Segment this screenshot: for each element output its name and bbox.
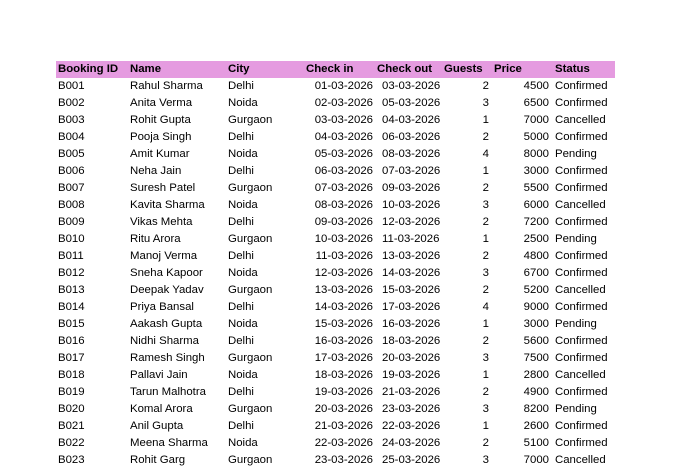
cell-status[interactable]: Cancelled bbox=[555, 284, 606, 296]
cell-name[interactable]: Kavita Sharma bbox=[130, 199, 205, 211]
cell-check-out[interactable]: 12-03-2026 bbox=[382, 216, 441, 228]
cell-check-out[interactable]: 20-03-2026 bbox=[382, 352, 441, 364]
cell-city[interactable]: Noida bbox=[228, 318, 258, 330]
cell-name[interactable]: Neha Jain bbox=[130, 165, 182, 177]
header-name[interactable]: Name bbox=[130, 63, 162, 75]
cell-city[interactable]: Gurgaon bbox=[228, 352, 273, 364]
table-row bbox=[56, 384, 615, 401]
cell-name[interactable]: Priya Bansal bbox=[130, 301, 194, 313]
table-header-row bbox=[56, 61, 615, 78]
cell-check-out[interactable]: 23-03-2026 bbox=[382, 403, 441, 415]
cell-check-out[interactable]: 15-03-2026 bbox=[382, 284, 441, 296]
cell-status[interactable]: Cancelled bbox=[555, 199, 606, 211]
cell-guests[interactable]: 2 bbox=[482, 386, 489, 398]
cell-city[interactable]: Delhi bbox=[228, 165, 254, 177]
cell-status[interactable]: Confirmed bbox=[555, 165, 608, 177]
cell-booking-id[interactable]: B007 bbox=[58, 182, 85, 194]
cell-booking-id[interactable]: B016 bbox=[58, 335, 85, 347]
table-row bbox=[56, 435, 615, 452]
cell-check-out[interactable]: 05-03-2026 bbox=[382, 97, 441, 109]
cell-status[interactable]: Confirmed bbox=[555, 352, 608, 364]
table-row bbox=[56, 78, 615, 95]
table-row bbox=[56, 129, 615, 146]
cell-guests[interactable]: 2 bbox=[482, 250, 489, 262]
cell-name[interactable]: Ritu Arora bbox=[130, 233, 181, 245]
cell-guests[interactable]: 4 bbox=[482, 148, 489, 160]
cell-city[interactable]: Noida bbox=[228, 437, 258, 449]
table-row bbox=[56, 231, 615, 248]
cell-status[interactable]: Confirmed bbox=[555, 182, 608, 194]
cell-price[interactable]: 6000 bbox=[523, 199, 549, 211]
cell-price[interactable]: 7000 bbox=[523, 114, 549, 126]
cell-guests[interactable]: 1 bbox=[482, 114, 489, 126]
table-row bbox=[56, 163, 615, 180]
table-row bbox=[56, 265, 615, 282]
cell-booking-id[interactable]: B019 bbox=[58, 386, 85, 398]
table-row bbox=[56, 367, 615, 384]
cell-name[interactable]: Deepak Yadav bbox=[130, 284, 204, 296]
cell-name[interactable]: Ramesh Singh bbox=[130, 352, 205, 364]
cell-check-in[interactable]: 09-03-2026 bbox=[314, 216, 373, 228]
cell-check-in[interactable]: 21-03-2026 bbox=[314, 420, 373, 432]
cell-guests[interactable]: 2 bbox=[482, 182, 489, 194]
header-check-out[interactable]: Check out bbox=[377, 63, 433, 75]
cell-booking-id[interactable]: B014 bbox=[58, 301, 85, 313]
cell-check-out[interactable]: 16-03-2026 bbox=[382, 318, 441, 330]
cell-check-out[interactable]: 14-03-2026 bbox=[382, 267, 441, 279]
cell-name[interactable]: Suresh Patel bbox=[130, 182, 196, 194]
cell-city[interactable]: Delhi bbox=[228, 80, 254, 92]
header-city[interactable]: City bbox=[228, 63, 250, 75]
cell-check-in[interactable]: 14-03-2026 bbox=[314, 301, 373, 313]
cell-name[interactable]: Nidhi Sharma bbox=[130, 335, 200, 347]
cell-check-out[interactable]: 06-03-2026 bbox=[382, 131, 441, 143]
cell-price[interactable]: 3000 bbox=[523, 165, 549, 177]
cell-price[interactable]: 5000 bbox=[523, 131, 549, 143]
header-status[interactable]: Status bbox=[555, 63, 590, 75]
cell-price[interactable]: 2600 bbox=[523, 420, 549, 432]
cell-name[interactable]: Rahul Sharma bbox=[130, 80, 203, 92]
cell-price[interactable]: 6700 bbox=[523, 267, 549, 279]
cell-booking-id[interactable]: B010 bbox=[58, 233, 85, 245]
cell-status[interactable]: Confirmed bbox=[555, 301, 608, 313]
table-row bbox=[56, 401, 615, 418]
table-row bbox=[56, 146, 615, 163]
cell-city[interactable]: Delhi bbox=[228, 386, 254, 398]
cell-check-out[interactable]: 17-03-2026 bbox=[382, 301, 441, 313]
cell-booking-id[interactable]: B003 bbox=[58, 114, 85, 126]
cell-name[interactable]: Amit Kumar bbox=[130, 148, 190, 160]
cell-price[interactable]: 7200 bbox=[523, 216, 549, 228]
cell-status[interactable]: Confirmed bbox=[555, 250, 608, 262]
cell-city[interactable]: Noida bbox=[228, 148, 258, 160]
cell-guests[interactable]: 2 bbox=[482, 216, 489, 228]
cell-guests[interactable]: 3 bbox=[482, 352, 489, 364]
cell-status[interactable]: Confirmed bbox=[555, 335, 608, 347]
cell-check-out[interactable]: 19-03-2026 bbox=[382, 369, 441, 381]
cell-check-in[interactable]: 05-03-2026 bbox=[314, 148, 373, 160]
cell-booking-id[interactable]: B021 bbox=[58, 420, 85, 432]
cell-city[interactable]: Noida bbox=[228, 199, 258, 211]
cell-guests[interactable]: 3 bbox=[482, 267, 489, 279]
cell-guests[interactable]: 1 bbox=[482, 420, 489, 432]
cell-price[interactable]: 5500 bbox=[523, 182, 549, 194]
table-row bbox=[56, 452, 615, 469]
cell-guests[interactable]: 3 bbox=[482, 97, 489, 109]
cell-booking-id[interactable]: B004 bbox=[58, 131, 85, 143]
cell-name[interactable]: Anita Verma bbox=[130, 97, 193, 109]
cell-booking-id[interactable]: B009 bbox=[58, 216, 85, 228]
cell-price[interactable]: 2800 bbox=[523, 369, 549, 381]
cell-booking-id[interactable]: B006 bbox=[58, 165, 85, 177]
cell-booking-id[interactable]: B017 bbox=[58, 352, 85, 364]
cell-guests[interactable]: 2 bbox=[482, 437, 489, 449]
cell-city[interactable]: Gurgaon bbox=[228, 284, 273, 296]
cell-check-in[interactable]: 19-03-2026 bbox=[314, 386, 373, 398]
cell-name[interactable]: Sneha Kapoor bbox=[130, 267, 203, 279]
cell-check-in[interactable]: 13-03-2026 bbox=[314, 284, 373, 296]
cell-check-out[interactable]: 18-03-2026 bbox=[382, 335, 441, 347]
table-row bbox=[56, 214, 615, 231]
cell-status[interactable]: Confirmed bbox=[555, 216, 608, 228]
cell-city[interactable]: Gurgaon bbox=[228, 403, 273, 415]
cell-check-in[interactable]: 10-03-2026 bbox=[314, 233, 373, 245]
cell-name[interactable]: Anil Gupta bbox=[130, 420, 184, 432]
cell-status[interactable]: Pending bbox=[555, 148, 597, 160]
cell-guests[interactable]: 3 bbox=[482, 199, 489, 211]
table-row bbox=[56, 180, 615, 197]
table-row bbox=[56, 299, 615, 316]
cell-price[interactable]: 8000 bbox=[523, 148, 549, 160]
cell-guests[interactable]: 3 bbox=[482, 403, 489, 415]
cell-booking-id[interactable]: B008 bbox=[58, 199, 85, 211]
cell-price[interactable]: 8200 bbox=[523, 403, 549, 415]
cell-check-in[interactable]: 17-03-2026 bbox=[314, 352, 373, 364]
table-row bbox=[56, 95, 615, 112]
cell-city[interactable]: Delhi bbox=[228, 420, 254, 432]
table-row bbox=[56, 282, 615, 299]
cell-check-in[interactable]: 04-03-2026 bbox=[314, 131, 373, 143]
cell-booking-id[interactable]: B001 bbox=[58, 80, 85, 92]
cell-price[interactable]: 6500 bbox=[523, 97, 549, 109]
cell-check-in[interactable]: 15-03-2026 bbox=[314, 318, 373, 330]
table-row bbox=[56, 333, 615, 350]
cell-check-out[interactable]: 13-03-2026 bbox=[382, 250, 441, 262]
cell-name[interactable]: Komal Arora bbox=[130, 403, 193, 415]
header-guests[interactable]: Guests bbox=[444, 63, 483, 75]
cell-check-in[interactable]: 12-03-2026 bbox=[314, 267, 373, 279]
cell-guests[interactable]: 1 bbox=[482, 369, 489, 381]
cell-city[interactable]: Gurgaon bbox=[228, 454, 273, 466]
cell-check-out[interactable]: 22-03-2026 bbox=[382, 420, 441, 432]
cell-check-in[interactable]: 08-03-2026 bbox=[314, 199, 373, 211]
cell-booking-id[interactable]: B011 bbox=[58, 250, 84, 262]
cell-guests[interactable]: 2 bbox=[482, 131, 489, 143]
cell-city[interactable]: Noida bbox=[228, 267, 258, 279]
cell-check-out[interactable]: 11-03-2026 bbox=[382, 233, 440, 245]
cell-check-in[interactable]: 06-03-2026 bbox=[314, 165, 373, 177]
header-check-in[interactable]: Check in bbox=[306, 63, 354, 75]
cell-check-in[interactable]: 18-03-2026 bbox=[314, 369, 373, 381]
cell-status[interactable]: Cancelled bbox=[555, 454, 606, 466]
cell-city[interactable]: Delhi bbox=[228, 335, 254, 347]
cell-booking-id[interactable]: B002 bbox=[58, 97, 85, 109]
cell-price[interactable]: 4800 bbox=[523, 250, 549, 262]
cell-check-out[interactable]: 08-03-2026 bbox=[382, 148, 441, 160]
table-row bbox=[56, 316, 615, 333]
cell-city[interactable]: Noida bbox=[228, 97, 258, 109]
cell-check-in[interactable]: 01-03-2026 bbox=[314, 80, 373, 92]
cell-status[interactable]: Cancelled bbox=[555, 369, 606, 381]
cell-price[interactable]: 5100 bbox=[523, 437, 549, 449]
cell-price[interactable]: 2500 bbox=[523, 233, 549, 245]
cell-check-in[interactable]: 16-03-2026 bbox=[314, 335, 373, 347]
cell-price[interactable]: 7500 bbox=[523, 352, 549, 364]
cell-guests[interactable]: 1 bbox=[482, 165, 489, 177]
table-row bbox=[56, 197, 615, 214]
cell-guests[interactable]: 1 bbox=[482, 233, 489, 245]
table-body bbox=[56, 78, 615, 469]
cell-name[interactable]: Tarun Malhotra bbox=[130, 386, 206, 398]
cell-check-in[interactable]: 23-03-2026 bbox=[314, 454, 373, 466]
cell-guests[interactable]: 2 bbox=[482, 284, 489, 296]
cell-city[interactable]: Gurgaon bbox=[228, 182, 273, 194]
cell-name[interactable]: Rohit Gupta bbox=[130, 114, 191, 126]
cell-check-in[interactable]: 20-03-2026 bbox=[314, 403, 373, 415]
header-booking-id[interactable]: Booking ID bbox=[58, 63, 119, 75]
cell-status[interactable]: Cancelled bbox=[555, 114, 606, 126]
table-row bbox=[56, 112, 615, 129]
cell-check-in[interactable]: 11-03-2026 bbox=[315, 250, 373, 262]
cell-name[interactable]: Pallavi Jain bbox=[130, 369, 188, 381]
cell-booking-id[interactable]: B022 bbox=[58, 437, 85, 449]
cell-check-out[interactable]: 21-03-2026 bbox=[382, 386, 441, 398]
cell-status[interactable]: Confirmed bbox=[555, 80, 608, 92]
cell-city[interactable]: Delhi bbox=[228, 250, 254, 262]
cell-city[interactable]: Gurgaon bbox=[228, 114, 273, 126]
cell-price[interactable]: 7000 bbox=[523, 454, 549, 466]
cell-name[interactable]: Meena Sharma bbox=[130, 437, 208, 449]
cell-name[interactable]: Rohit Garg bbox=[130, 454, 186, 466]
cell-guests[interactable]: 1 bbox=[482, 318, 489, 330]
cell-booking-id[interactable]: B015 bbox=[58, 318, 85, 330]
cell-city[interactable]: Delhi bbox=[228, 131, 254, 143]
cell-name[interactable]: Vikas Mehta bbox=[130, 216, 193, 228]
header-price[interactable]: Price bbox=[494, 63, 522, 75]
cell-price[interactable]: 3000 bbox=[523, 318, 549, 330]
cell-name[interactable]: Aakash Gupta bbox=[130, 318, 203, 330]
cell-status[interactable]: Confirmed bbox=[555, 267, 608, 279]
cell-check-in[interactable]: 02-03-2026 bbox=[314, 97, 373, 109]
cell-guests[interactable]: 4 bbox=[482, 301, 489, 313]
cell-booking-id[interactable]: B023 bbox=[58, 454, 85, 466]
cell-check-out[interactable]: 04-03-2026 bbox=[382, 114, 441, 126]
cell-status[interactable]: Confirmed bbox=[555, 386, 608, 398]
cell-check-in[interactable]: 03-03-2026 bbox=[314, 114, 373, 126]
cell-booking-id[interactable]: B018 bbox=[58, 369, 85, 381]
cell-status[interactable]: Pending bbox=[555, 318, 597, 330]
table-row bbox=[56, 350, 615, 367]
cell-booking-id[interactable]: B012 bbox=[58, 267, 85, 279]
cell-city[interactable]: Noida bbox=[228, 369, 258, 381]
cell-guests[interactable]: 3 bbox=[482, 454, 489, 466]
cell-check-in[interactable]: 22-03-2026 bbox=[314, 437, 373, 449]
cell-status[interactable]: Confirmed bbox=[555, 131, 608, 143]
table-row bbox=[56, 418, 615, 435]
bookings-table bbox=[56, 61, 615, 469]
cell-city[interactable]: Delhi bbox=[228, 216, 254, 228]
cell-check-out[interactable]: 24-03-2026 bbox=[382, 437, 441, 449]
cell-price[interactable]: 4500 bbox=[523, 80, 549, 92]
cell-check-out[interactable]: 03-03-2026 bbox=[382, 80, 441, 92]
cell-price[interactable]: 5200 bbox=[523, 284, 549, 296]
cell-name[interactable]: Manoj Verma bbox=[130, 250, 198, 262]
cell-name[interactable]: Pooja Singh bbox=[130, 131, 192, 143]
cell-booking-id[interactable]: B020 bbox=[58, 403, 85, 415]
cell-guests[interactable]: 2 bbox=[482, 335, 489, 347]
cell-city[interactable]: Gurgaon bbox=[228, 233, 273, 245]
cell-price[interactable]: 9000 bbox=[523, 301, 549, 313]
cell-city[interactable]: Delhi bbox=[228, 301, 254, 313]
cell-status[interactable]: Pending bbox=[555, 403, 597, 415]
cell-status[interactable]: Confirmed bbox=[555, 420, 608, 432]
cell-booking-id[interactable]: B013 bbox=[58, 284, 85, 296]
cell-check-out[interactable]: 10-03-2026 bbox=[382, 199, 441, 211]
table-row bbox=[56, 248, 615, 265]
cell-price[interactable]: 4900 bbox=[523, 386, 549, 398]
cell-check-out[interactable]: 25-03-2026 bbox=[382, 454, 441, 466]
cell-status[interactable]: Confirmed bbox=[555, 437, 608, 449]
cell-check-in[interactable]: 07-03-2026 bbox=[314, 182, 373, 194]
cell-booking-id[interactable]: B005 bbox=[58, 148, 85, 160]
cell-status[interactable]: Confirmed bbox=[555, 97, 608, 109]
cell-check-out[interactable]: 09-03-2026 bbox=[382, 182, 441, 194]
cell-status[interactable]: Pending bbox=[555, 233, 597, 245]
cell-price[interactable]: 5600 bbox=[523, 335, 549, 347]
cell-guests[interactable]: 2 bbox=[482, 80, 489, 92]
cell-check-out[interactable]: 07-03-2026 bbox=[382, 165, 441, 177]
